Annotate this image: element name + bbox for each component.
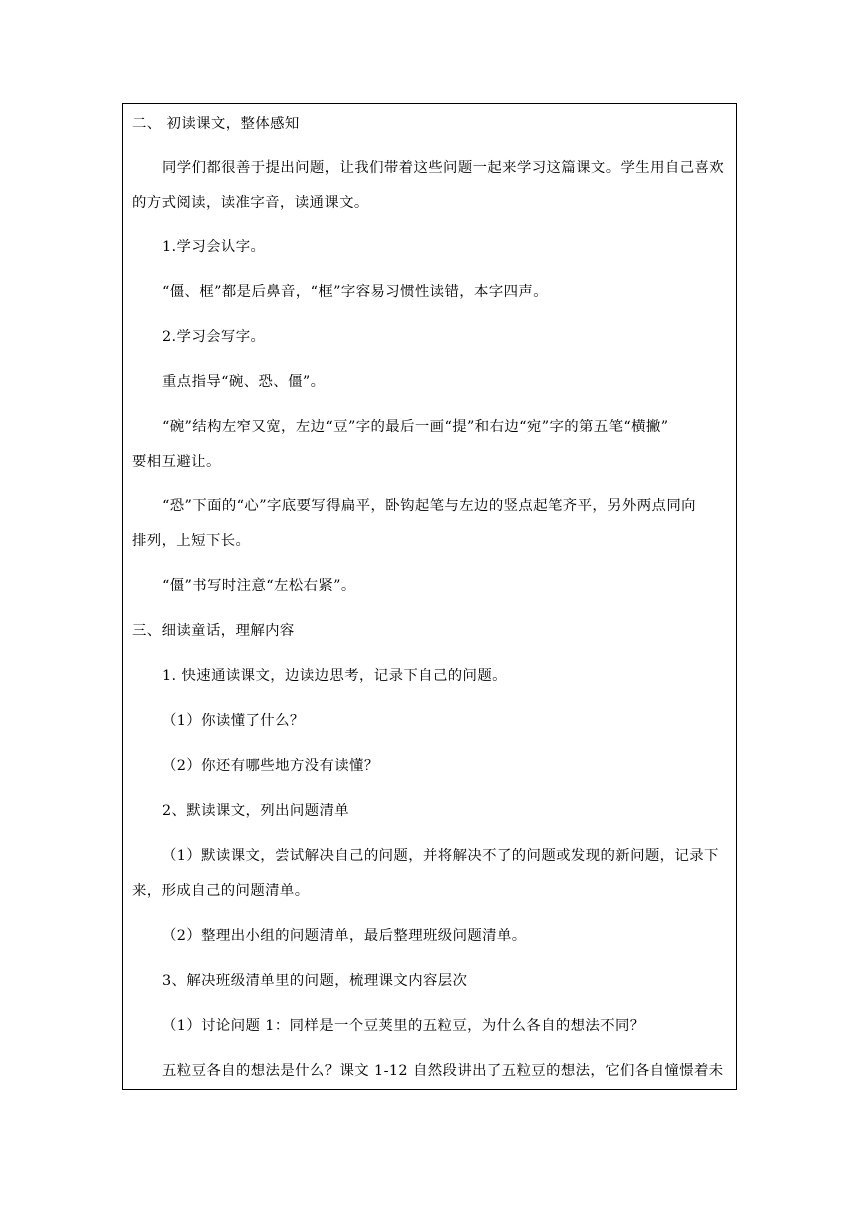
paragraph-line: 同学们都很善于提出问题，让我们带着这些问题一起来学习这篇课文。学生用自己喜欢 bbox=[162, 160, 725, 176]
section-heading-close-reading: 三、细读童话，理解内容 bbox=[132, 623, 295, 639]
list-item-solve-questions: 3、解决班级清单里的问题，梳理课文内容层次 bbox=[162, 973, 468, 989]
section-heading-initial-reading: 二、 初读课文，整体感知 bbox=[132, 116, 300, 132]
paragraph-line: 重点指导“碗、恐、僵”。 bbox=[162, 374, 326, 390]
lesson-plan-table-cell bbox=[122, 103, 737, 1090]
paragraph-line: “碗”结构左窄又宽，左边“豆”字的最后一画“提”和右边“宛”字的第五笔“横撇” bbox=[162, 419, 669, 435]
paragraph-line: 五粒豆各自的想法是什么？课文 1-12 自然段讲出了五粒豆的想法，它们各自憧憬着未 bbox=[162, 1063, 724, 1079]
paragraph-line: 排列，上短下长。 bbox=[132, 533, 251, 549]
list-item-sub: （1）默读课文，尝试解决自己的问题，并将解决不了的问题或发现的新问题，记录下 bbox=[162, 848, 719, 864]
paragraph-line: “僵、框”都是后鼻音，“框”字容易习惯性读错，本字四声。 bbox=[162, 284, 549, 300]
list-item-sub: （2）你还有哪些地方没有读懂？ bbox=[162, 758, 379, 774]
list-item-sub: （1）你读懂了什么？ bbox=[162, 713, 305, 729]
list-item-quick-read: 1. 快速通读课文，边读边思考，记录下自己的问题。 bbox=[162, 668, 507, 684]
paragraph-line: “僵”书写时注意“左松右紧”。 bbox=[162, 578, 356, 594]
list-item-recognize-characters: 1.学习会认字。 bbox=[162, 239, 266, 255]
paragraph-line: “恐”下面的“心”字底要写得扁平，卧钩起笔与左边的竖点起笔齐平，另外两点同向 bbox=[162, 498, 696, 514]
list-item-silent-read: 2、默读课文，列出问题清单 bbox=[162, 803, 350, 819]
list-item-sub: （1）讨论问题 1：同样是一个豆荚里的五粒豆，为什么各自的想法不同？ bbox=[162, 1018, 645, 1034]
paragraph-line: 的方式阅读，读准字音，读通课文。 bbox=[132, 195, 369, 211]
list-item-write-characters: 2.学习会写字。 bbox=[162, 329, 266, 345]
paragraph-line: 来，形成自己的问题清单。 bbox=[132, 883, 310, 899]
list-item-sub: （2）整理出小组的问题清单，最后整理班级问题清单。 bbox=[162, 928, 527, 944]
paragraph-line: 要相互避让。 bbox=[132, 454, 221, 470]
